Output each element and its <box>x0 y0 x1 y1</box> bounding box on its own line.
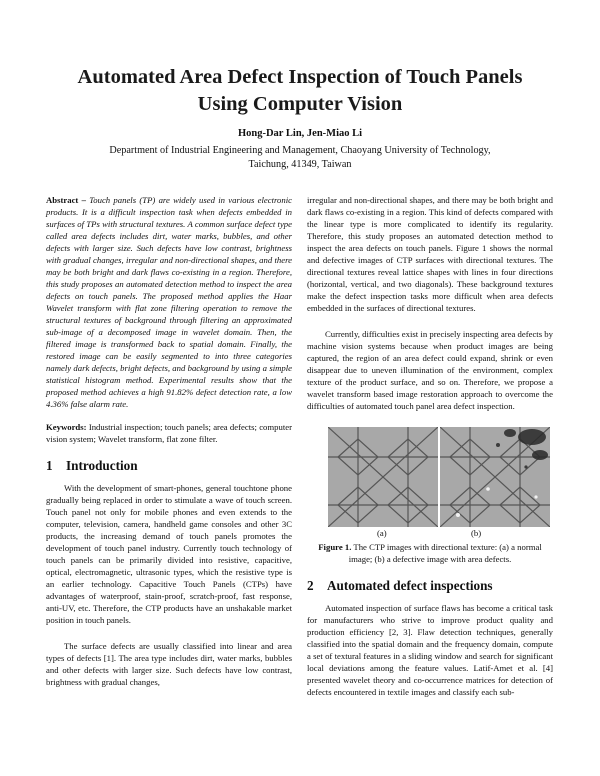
abstract-text: Touch panels (TP) are widely used in various electronic products. It is a difficult inspection task when defects embedded in surfaces of TPs with structural textures. A common surface defect type called area defects includes dirt, water marks, bubbles, and other defects with larger size. Such defects have low contrast, brightness with gradual changes, irregular and non-directional shapes, and there may be both bright and dark flaws co-existing in a region. Therefore, this study proposes an automated detection method to inspect the area defects on touch panels. The proposed method applies the Haar Wavelet transform with flat zone filtering operation to remove the structural textures of background through filtering an approximated sub-image of a decomposed image in wavelet domain. Then, the filtered image is transformed back to spatial domain. Finally, the restored image can be easily segmented to into three categories namely dark defects, bright defects, and background by using a simple statistical histogram method. Experimental results show that the proposed method achieves a high 91.82% defect detection rate, a low 4.36% false alarm rate. <box>46 195 293 409</box>
section-2-title: Automated defect inspections <box>327 578 493 593</box>
figure-1-images <box>307 427 553 527</box>
figure-1-label: Figure 1. <box>318 542 352 552</box>
title-line-1: Automated Area Defect Inspection of Touch Panels <box>77 66 523 88</box>
section-2-number: 2 <box>307 578 314 593</box>
left-column <box>46 194 292 688</box>
affiliation-line-2: Taichung, 41349, Taiwan <box>248 159 352 170</box>
figure-1-sublabels <box>307 527 553 539</box>
figure-1-caption <box>307 541 553 565</box>
right-column <box>307 194 553 698</box>
figure-1a-normal-image <box>328 427 438 527</box>
keywords <box>46 421 292 445</box>
authors: Hong-Dar Lin, Jen-Miao Li <box>237 128 363 139</box>
intro-paragraph-2: The surface defects are usually classified into linear and area types of defects [1]. The area type includes dirt, water marks, bubbles and other defects with larger size. Such defects have low contrast, brightness with gradual changes, <box>46 641 292 687</box>
section-1-heading <box>46 458 292 474</box>
keywords-label: Keywords: <box>46 422 87 432</box>
figure-1b-label: (b) <box>471 528 482 538</box>
right-paragraph-1: irregular and non-directional shapes, and there may be both bright and dark flaws co-existing in a region. This kind of defects compared with the linear type is more complicated to identify its regularity. Therefore, this study proposes an automated detection method to inspect the area defects on touch panels. Figure 1 shows the normal and defective images of CTP surfaces with directional textures. The directional textures reveal lattice shapes with lines in four directions (horizontal, vertical, and two diagonals). These background textures make the defect inspection tasks more difficult when area defects embedded in the surfaces of directional textures. <box>307 195 553 313</box>
affiliation-line-1: Department of Industrial Engineering and Management, Chaoyang University of Technology, <box>109 145 491 156</box>
section-1-number: 1 <box>46 458 53 473</box>
keywords-text: Industrial inspection; touch panels; area defects; computer vision system; Wavelet transform, flat zone filter. <box>46 422 292 444</box>
section-1-title: Introduction <box>66 458 138 473</box>
figure-1b-defective-image <box>440 427 550 527</box>
abstract-label: Abstract – <box>46 195 86 205</box>
figure-1-caption-text: The CTP images with directional texture: (a) a normal image; (b) a defective image with area defects. <box>348 542 542 564</box>
section-2-paragraph-1: Automated inspection of surface flaws has become a critical task for manufacturers who strive to improve product quality and production efficiency [2, 3]. Flaw detection techniques, generally classified into the spatial domain and the frequency domain, compute a set of textural features in a sliding window and search for significant local deviations among the feature values. Latif-Amet et al. [4] presented wavelet theory and co-occurrence matrices for detection of defects encountered in textile images and classify each sub- <box>307 603 553 697</box>
right-paragraph-2: Currently, difficulties exist in precisely inspecting area defects by machine vision systems because when product images are being captured, the region of an area defect could expand, shrink or even disappear due to uneven illumination of the environment, complex texture of the product surface, and so on. Therefore, we propose a wavelet transform based image restoration approach to overcome the difficulties of automated touch panel area defect inspection. <box>307 329 553 411</box>
section-2-heading <box>307 578 553 594</box>
affiliation <box>40 144 560 172</box>
title-line-2: Using Computer Vision <box>197 93 403 115</box>
figure-1a-label: (a) <box>377 528 387 538</box>
paper-title <box>40 64 560 118</box>
intro-paragraph-1: With the development of smart-phones, general touchtone phone gradually being replaced in order to stimulate a wave of touch screen. Touch panel not only for mobile phones and even extends to the computer, television, camera, handheld game consoles and other 3C products, the increasing demand of touch panels promotes the development of touch panel industry. Currently touch technology of touch panels can be primarily divided into resistive, capacitive, optical, electromagnetic, ultrasonic types, which the resistive type is an earlier technology. Capacitive Touch Panels (CTPs) have advantages of waterproof, stain-proof, scratch-proof, fast response, anti-UV, etc. Therefore, the CTP products have an unshakable market position in touch panels. <box>46 483 292 625</box>
abstract <box>46 194 292 410</box>
